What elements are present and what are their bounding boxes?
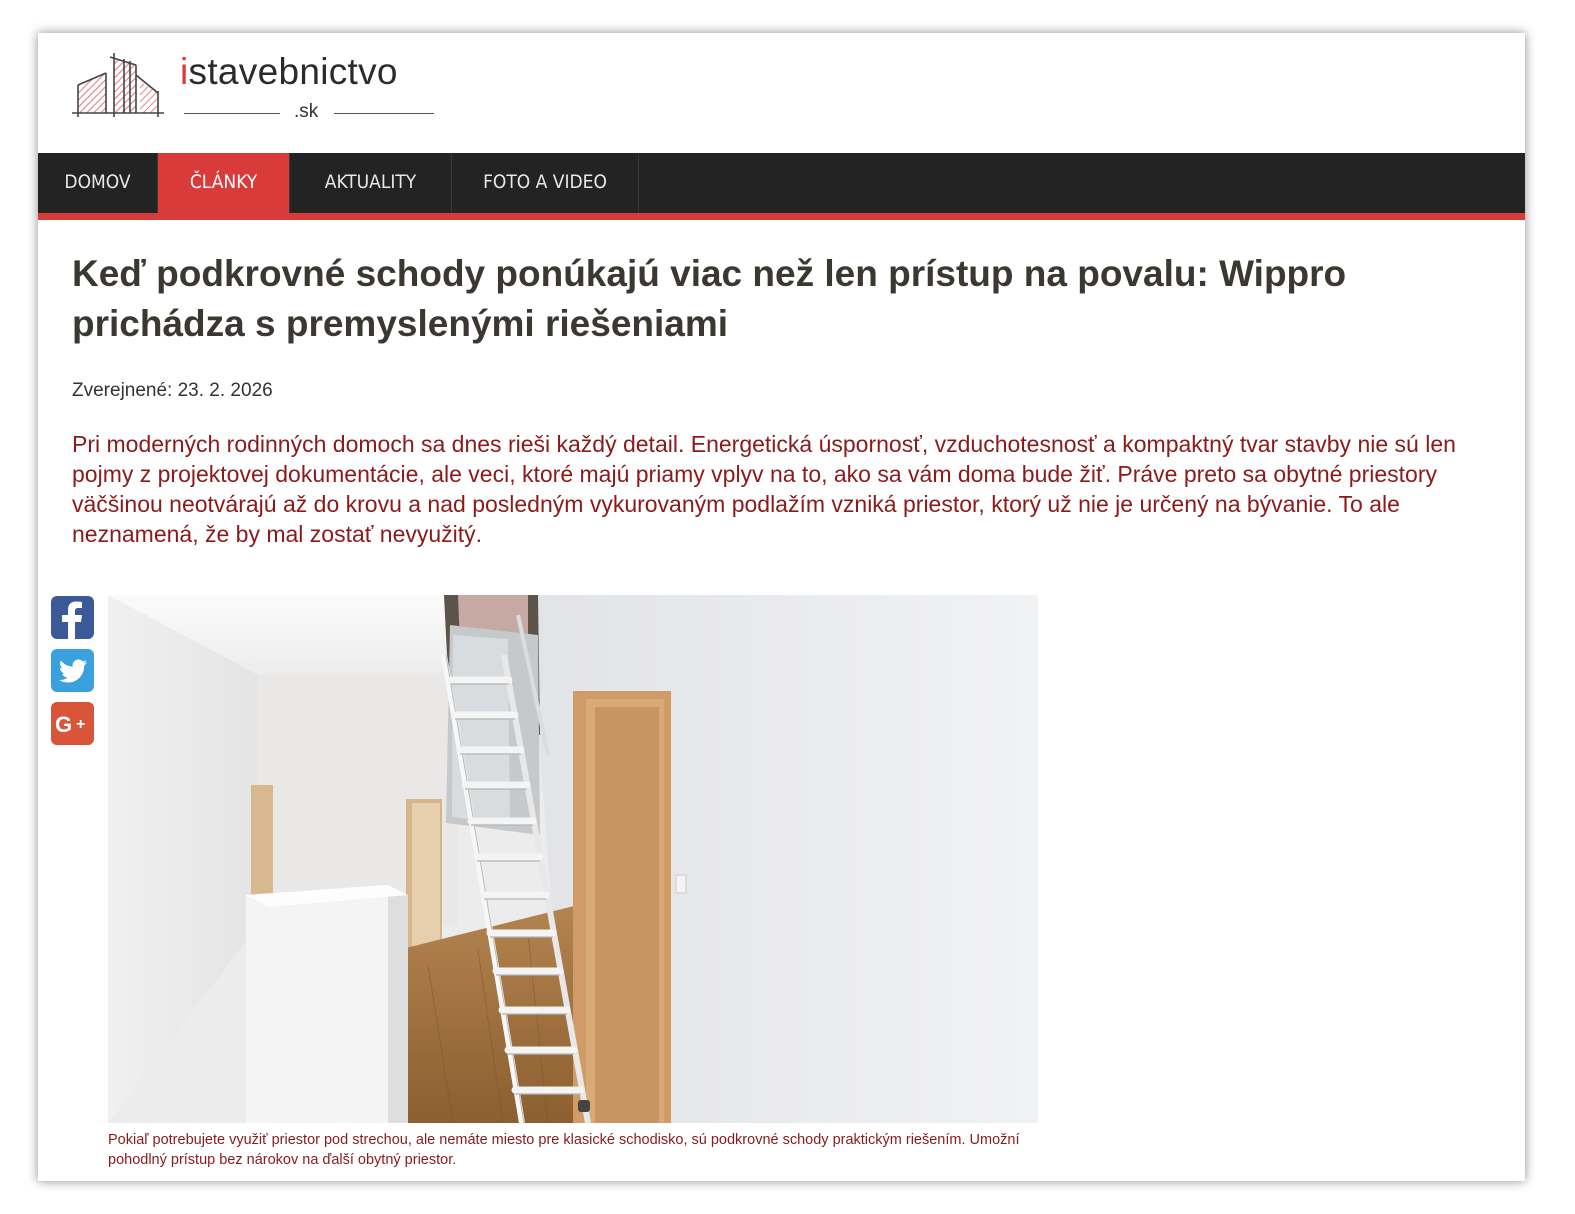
attic-stairs-photo	[108, 595, 1038, 1123]
twitter-share-button[interactable]	[51, 649, 94, 692]
facebook-share-button[interactable]	[51, 596, 94, 639]
google-plus-share-button[interactable]	[51, 702, 94, 745]
page	[38, 33, 1525, 1181]
nav-item-aktuality[interactable]: AKTUALITY	[290, 153, 452, 213]
svg-text:G: G	[55, 712, 73, 737]
nav-accent-bar	[38, 213, 1525, 220]
article-photo[interactable]	[108, 595, 1038, 1123]
nav-item-clanky[interactable]: ČLÁNKY	[158, 153, 290, 213]
published-date: Zverejnené: 23. 2. 2026	[72, 380, 273, 401]
logo-rule-right	[334, 113, 434, 114]
article-title: Keď podkrovné schody ponúkajú viac než len prístup na povalu: Wippro prichádza s premyslenými riešeniami	[72, 253, 1347, 344]
nav-item-foto-a-video[interactable]: FOTO A VIDEO	[452, 153, 639, 213]
site-header	[38, 33, 1525, 153]
article-lead: Pri moderných rodinných domoch sa dnes rieši každý detail. Energetická úspornosť, vzduchotesnosť a kompaktný tvar stavby nie sú len pojmy z projektovej dokumentácie, ale veci, ktoré majú priamy vplyv na to, ako sa vám doma bude žiť. Práve preto sa obytné priestory väčšinou neotvárajú až do krovu a nad posledným vykurovaným podlažím vzniká priestor, ktorý už nie je určený na bývanie. To ale neznamená, že by mal zostať nevyužitý.	[72, 431, 1456, 547]
nav-item-domov[interactable]: DOMOV	[38, 153, 158, 213]
logo-tld-row	[184, 101, 434, 122]
facebook-icon	[51, 596, 94, 639]
logo-letter-i: i	[180, 51, 189, 92]
photo-caption: Pokiaľ potrebujete využiť priestor pod strechou, ale nemáte miesto pre klasické schodisko, sú podkrovné schody praktickým riešením. Umožní pohodlný prístup bez nárokov na ďalší obytný priestor.	[108, 1132, 1020, 1168]
logo-name: stavebnictvo	[188, 51, 398, 92]
svg-text:+: +	[76, 716, 86, 733]
google-plus-icon	[51, 702, 94, 745]
site-logo-text[interactable]	[180, 51, 398, 93]
main-nav	[38, 153, 1525, 213]
logo-rule-left	[184, 113, 280, 114]
logo-tld: .sk	[294, 101, 319, 122]
twitter-icon	[51, 649, 94, 692]
building-icon[interactable]	[70, 51, 166, 121]
